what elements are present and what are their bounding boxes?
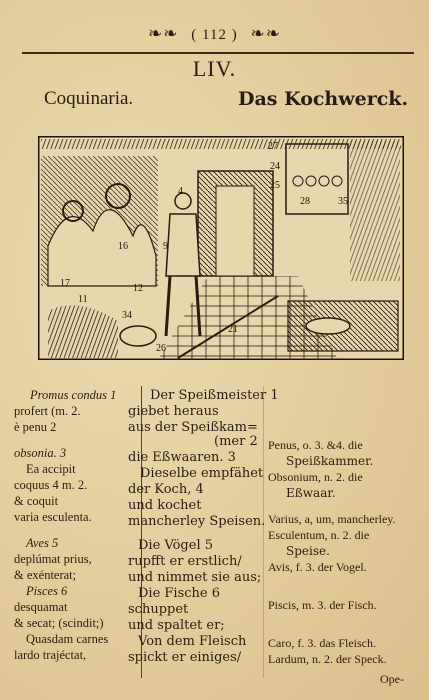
illustration-number: 28 [300,196,310,207]
latin-line: Quasdam carnes [26,632,109,646]
catchword: Ope- [380,672,404,686]
illustration-number: 17 [60,278,70,289]
german-line: der Koch, 4 [128,482,204,497]
glossary-line: Lardum, n. 2. der Speck. [268,652,387,666]
latin-line: & exénterat; [14,568,77,582]
latin-line: varia esculenta. [14,510,92,524]
latin-line: lardo trajéctat, [14,648,87,662]
illustration-number: 27 [268,141,278,152]
ornament-left-icon: ❧❧ [148,24,179,43]
latin-line: Ea accipit [26,462,76,476]
latin-line: & secat; (scindit;) [14,616,104,630]
glossary-line: Esculentum, n. 2. die [268,528,370,542]
german-line: Dieselbe empfähet [140,466,264,481]
glossary-line: Speise. [286,544,330,558]
title-german: Das Kochwerck. [238,88,409,110]
kitchen-woodcut-illustration [38,136,404,360]
page-number: ( 112 ) [191,27,238,43]
german-line: und kochet [128,498,202,513]
german-line: Die Fische 6 [138,586,221,601]
glossary-line: Caro, f. 3. das Fleisch. [268,636,376,650]
page-number-line [0,24,429,44]
glossary-line: Varius, a, um, mancherley. [268,512,396,526]
german-line: (mer 2 [214,434,258,449]
illustration-number: 16 [118,241,128,252]
latin-line: coquus 4 m. 2. [14,478,88,492]
illustration-number: 9 [163,241,168,252]
german-line: die Eßwaaren. 3 [128,450,236,465]
glossary-line: Eßwaar. [286,486,336,500]
latin-line: è penu 2 [14,420,57,434]
german-line: Der Speißmeister 1 [150,388,279,403]
illustration-number: 24 [270,161,280,172]
latin-line: Pisces 6 [26,584,68,598]
illustration-number: 35 [338,196,348,207]
german-line: Die Vögel 5 [138,538,214,553]
chapter-number: LIV. [192,56,237,81]
glossary-line: Obsonium, n. 2. die [268,470,363,484]
header-rule [22,52,414,54]
latin-line: deplúmat prius, [14,552,92,566]
illustration-number: 11 [78,294,88,305]
german-line: spickt er einiges/ [128,650,242,665]
illustration-number: 25 [270,180,280,191]
german-line: Von dem Fleisch [138,634,247,649]
illustration-number: 4 [178,186,183,197]
german-line: giebet heraus [128,404,219,419]
german-line: und spaltet er; [128,618,225,633]
illustration-number: 21 [228,324,238,335]
column-divider [263,386,264,678]
illustration-number: 12 [133,283,143,294]
latin-line: Aves 5 [26,536,59,550]
ornament-right-icon: ❧❧ [250,24,281,43]
german-line: schuppet [128,602,189,617]
latin-line: Promus condus 1 [30,388,117,402]
illustration-number: 34 [122,310,132,321]
german-line: mancherley Speisen. [128,514,266,529]
german-line: aus der Speißkam= [128,420,258,435]
latin-line: desquamat [14,600,68,614]
title-latin: Coquinaria. [44,88,134,109]
german-line: und nimmet sie aus; [128,570,262,585]
german-line: rupfft er erstlich/ [128,554,242,569]
latin-line: & coquit [14,494,59,508]
glossary-line: Speißkammer. [286,454,374,468]
glossary-line: Piscis, m. 3. der Fisch. [268,598,377,612]
latin-line: obsonia. 3 [14,446,67,460]
latin-line: profert (m. 2. [14,404,81,418]
glossary-line: Penus, o. 3. &4. die [268,438,363,452]
glossary-line: Avis, f. 3. der Vogel. [268,560,367,574]
illustration-number: 26 [156,343,166,354]
